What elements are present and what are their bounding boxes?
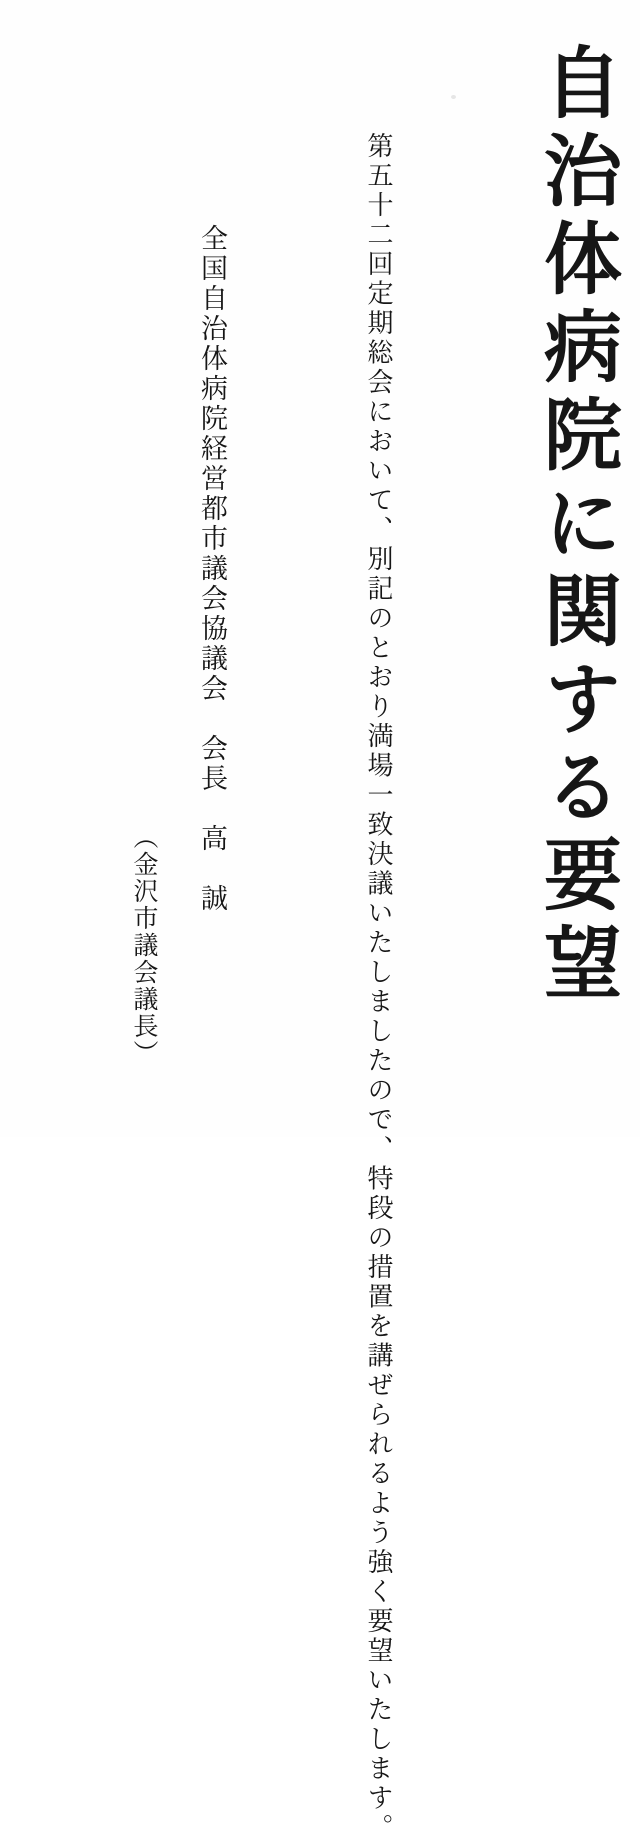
paper-speck (451, 95, 456, 99)
page-title: 自治体病院に関する要望 (531, 42, 622, 1010)
affiliation-line: （金沢市議会議長） (130, 824, 159, 1067)
body-paragraph: 第五十二回定期総会において、別記のとおり満場一致決議いたしましたので、特段の措置を講ぜられるよう強く要望いたします。 (363, 132, 393, 1843)
signature-line: 全国自治体病院経営都市議会協議会 会長 高 誠 (196, 224, 227, 914)
